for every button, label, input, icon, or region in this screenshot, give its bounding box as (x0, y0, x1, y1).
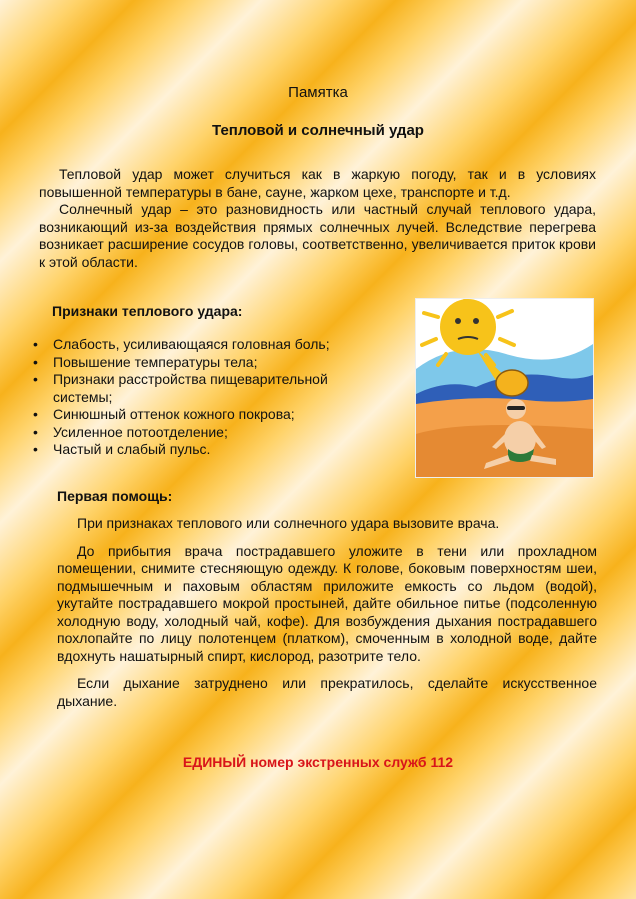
intro-paragraph: Тепловой удар может случиться как в жаркую погоду, так и в условиях повышенной температуры в бане, сауне, жарком цехе, транспорте и т.д. (39, 166, 596, 200)
first-aid-paragraph: При признаках теплового или солнечного удара вызовите врача. (77, 515, 500, 531)
list-item: • Признаки расстройства пищеварительной системы; (33, 371, 373, 406)
list-item: • Частый и слабый пульс. (33, 441, 373, 459)
first-aid-paragraph: Если дыхание затруднено или прекратилось, сделайте искусственное дыхание. (57, 675, 597, 709)
list-item: • Синюшный оттенок кожного покрова; (33, 406, 373, 424)
page-title: Тепловой и солнечный удар (212, 122, 424, 139)
memo-label: Памятка (288, 84, 348, 101)
signs-heading: Признаки теплового удара: (52, 303, 243, 319)
illustration-drawing (416, 299, 593, 477)
list-item: • Усиленное потоотделение; (33, 424, 373, 442)
signs-list (33, 336, 373, 459)
intro-paragraph: Солнечный удар – это разновидность или частный случай теплового удара, возникающий из-за воздействия прямых солнечных лучей. Вследствие перегрева возникает расширение сосудов головы, соответственно, увеличивается приток крови к этой области. (39, 201, 596, 270)
intro-section (39, 166, 596, 271)
list-item: • Повышение температуры тела; (33, 354, 373, 372)
sunstroke-illustration (415, 298, 594, 478)
first-aid-heading: Первая помощь: (57, 488, 173, 504)
emergency-number: ЕДИНЫЙ номер экстренных служб 112 (182, 754, 454, 770)
first-aid-section (57, 515, 597, 720)
first-aid-paragraph: До прибытия врача пострадавшего уложите в тени или прохладном помещении, снимите стесняющую одежду. К голове, боковым поверхностям шеи, подмышечным и паховым областям приложите емкость со льдом (водой), укутайте пострадавшего мокрой простыней, дайте обильное питье (подсоленную холодную воду, холодный чай, кофе). Для возбуждения дыхания пострадавшего похлопайте по лицу полотенцем (платком), смоченным в холодной воде, дайте вдохнуть нашатырный спирт, кислород, разотрите тело. (57, 542, 597, 664)
list-item: • Слабость, усиливающаяся головная боль; (33, 336, 373, 354)
